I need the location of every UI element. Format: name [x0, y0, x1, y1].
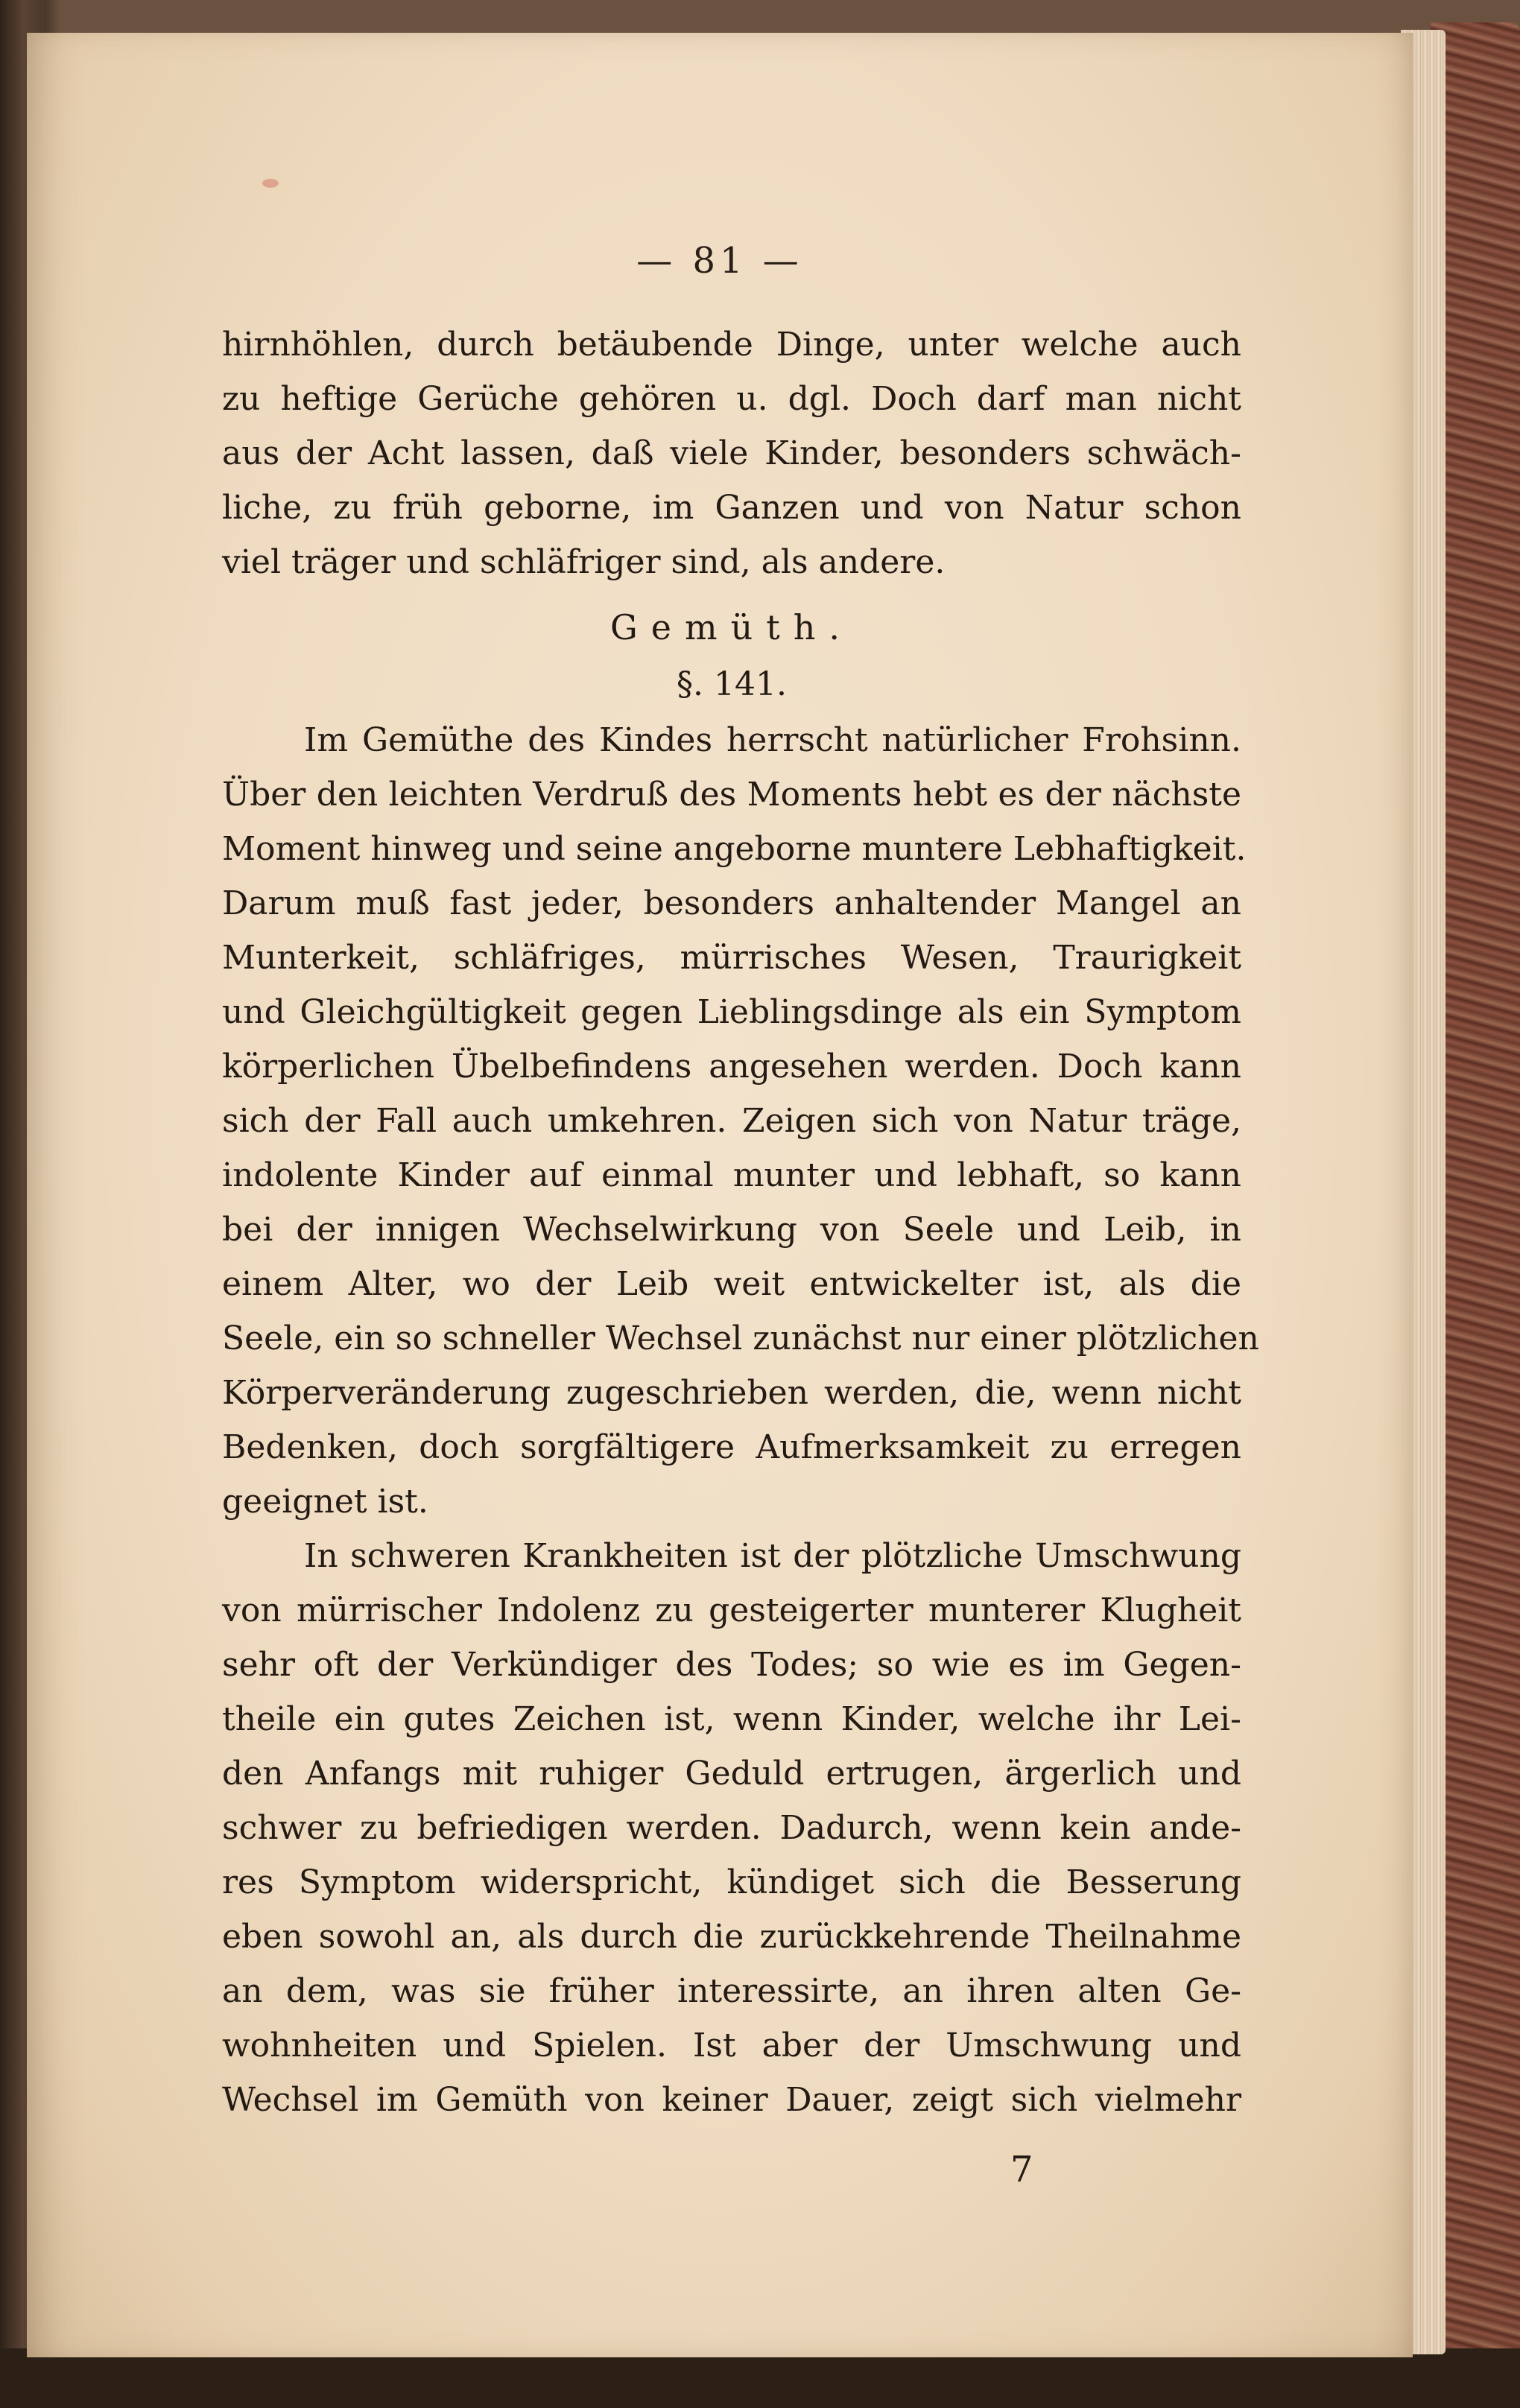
text-line: von mürrischer Indolenz zu gesteigerter munterer Klugheit — [222, 1591, 1241, 1629]
paragraph-1 — [222, 317, 1241, 589]
section-heading: Gemüth. — [610, 607, 853, 647]
text-line: wohnheiten und Spielen. Ist aber der Umschwung und — [222, 2027, 1241, 2065]
text-line: an dem, was sie früher interessirte, an ihren alten Ge- — [222, 1972, 1241, 2010]
text-line: liche, zu früh geborne, im Ganzen und von Natur schon — [222, 489, 1241, 527]
text-line: sehr oft der Verkündiger des Todes; so wie es im Gegen- — [222, 1646, 1241, 1684]
text-line: einem Alter, wo der Leib weit entwickelter ist, als die — [222, 1265, 1241, 1303]
body-text — [222, 317, 1259, 2127]
section-number: §. 141. — [677, 665, 787, 703]
text-line: aus der Acht lassen, daß viele Kinder, besonders schwäch- — [222, 434, 1241, 472]
catchword: 7 — [1010, 2149, 1033, 2190]
text-line: Darum muß fast jeder, besonders anhaltender Mangel an — [222, 884, 1241, 922]
text-line: zu heftige Gerüche gehören u. dgl. Doch darf man nicht — [222, 380, 1241, 418]
text-line: Munterkeit, schläfriges, mürrisches Wesen, Traurigkeit — [222, 939, 1241, 977]
text-line: Seele, ein so schneller Wechsel zunächst nur einer plötzlichen — [222, 1319, 1259, 1357]
text-line: bei der innigen Wechselwirkung von Seele und Leib, in — [222, 1211, 1241, 1249]
ink-spot — [262, 179, 279, 188]
text-line: Über den leichten Verdruß des Moments hebt es der nächste — [222, 776, 1241, 814]
text-line: Körperveränderung zugeschrieben werden, die, wenn nicht — [222, 1374, 1241, 1412]
book-page — [27, 33, 1413, 2357]
text-line: hirnhöhlen, durch betäubende Dinge, unter welche auch — [222, 326, 1241, 364]
text-line: viel träger und schläfriger sind, als andere. — [222, 543, 946, 581]
page-number: — 81 — — [636, 240, 803, 282]
text-line: eben sowohl an, als durch die zurückkehrende Theilnahme — [222, 1918, 1241, 1956]
text-line: res Symptom widerspricht, kündiget sich die Besserung — [222, 1863, 1241, 1901]
text-line: sich der Fall auch umkehren. Zeigen sich von Natur träge, — [222, 1102, 1241, 1140]
text-line: Moment hinweg und seine angeborne muntere Lebhaftigkeit. — [222, 830, 1247, 868]
paragraph-2 — [222, 713, 1259, 1529]
text-line: indolente Kinder auf einmal munter und lebhaft, so kann — [222, 1156, 1241, 1194]
cover-bottom-edge — [0, 2348, 1520, 2408]
paragraph-3 — [222, 1529, 1241, 2127]
text-line: und Gleichgültigkeit gegen Lieblingsdinge als ein Symptom — [222, 993, 1241, 1031]
text-line: körperlichen Übelbefindens angesehen werden. Doch kann — [222, 1048, 1241, 1086]
text-line: theile ein gutes Zeichen ist, wenn Kinder, welche ihr Lei- — [222, 1700, 1241, 1738]
text-line: Wechsel im Gemüth von keiner Dauer, zeigt sich vielmehr — [222, 2081, 1241, 2119]
text-line: schwer zu befriedigen werden. Dadurch, wenn kein ande- — [222, 1809, 1241, 1847]
text-line: Im Gemüthe des Kindes herrscht natürlicher Frohsinn. — [304, 721, 1241, 759]
text-line: den Anfangs mit ruhiger Geduld ertrugen, ärgerlich und — [222, 1755, 1241, 1793]
text-line: Bedenken, doch sorgfältigere Aufmerksamkeit zu erregen — [222, 1428, 1241, 1466]
text-line: In schweren Krankheiten ist der plötzliche Umschwung — [304, 1537, 1241, 1575]
text-line: geeignet ist. — [222, 1483, 428, 1521]
